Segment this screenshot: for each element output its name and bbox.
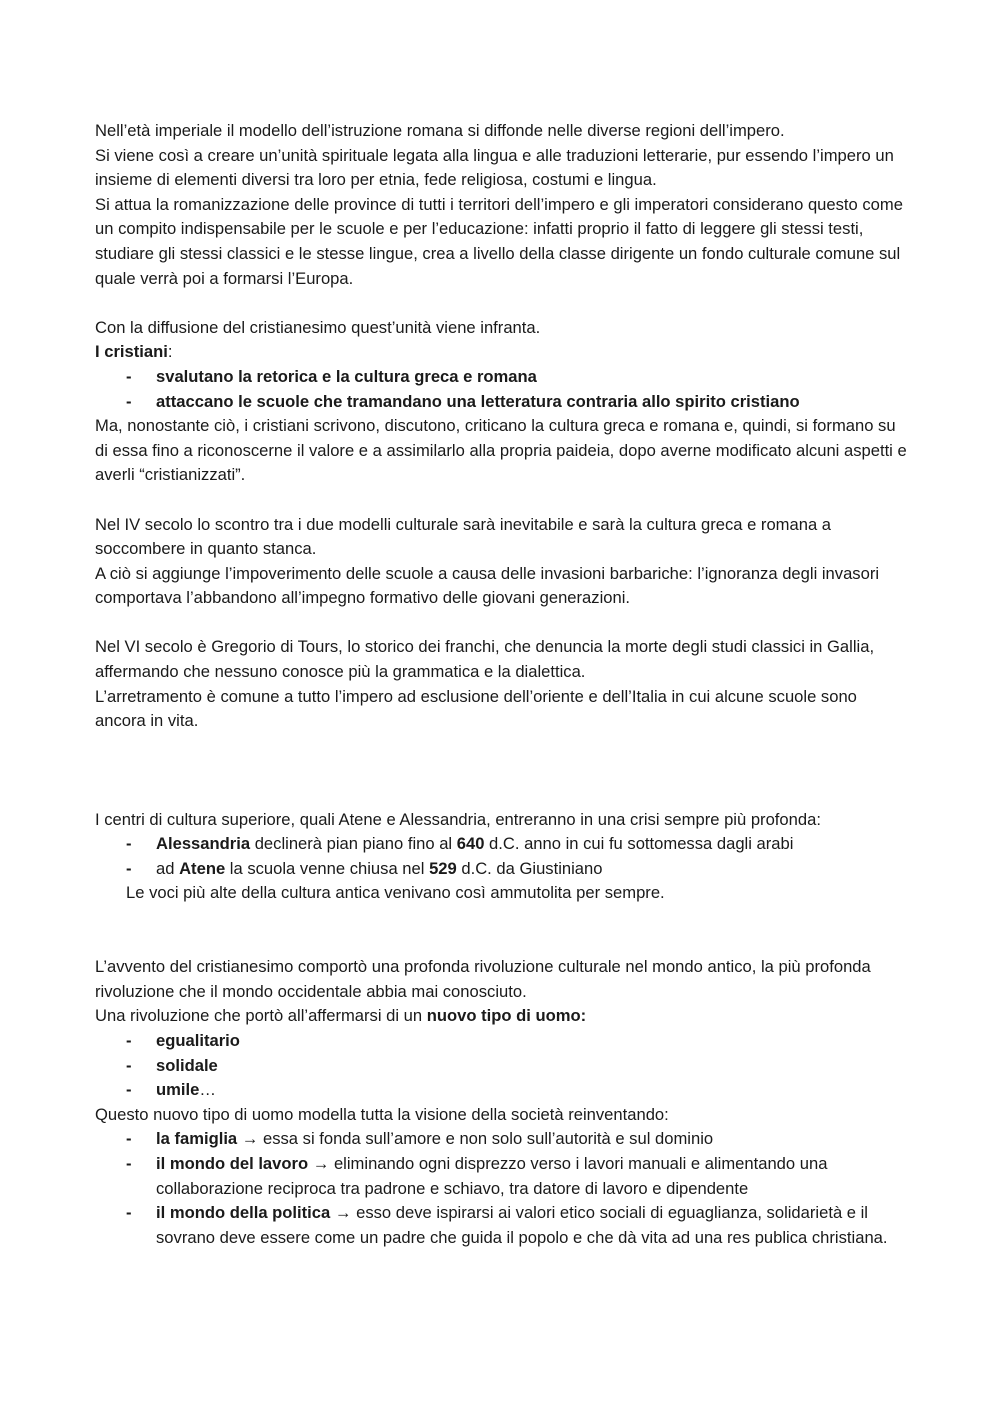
paragraph-spiritual-unity: Si viene così a creare un’unità spirituale legata alla lingua e alle traduzioni letterarie, pur essendo l’impero un insieme di elementi diversi tra loro per etnia, fede religiosa, costumi e lingua. <box>95 145 894 190</box>
paragraph-advent-christianity: L’avvento del cristianesimo comportò una profonda rivoluzione culturale nel mondo antico, la più profonda rivoluzione che il mondo occidentale abbia mai conosciuto. <box>95 957 871 1001</box>
bullet-dash: - <box>126 1080 132 1100</box>
bullet-dash: - <box>126 1129 132 1149</box>
bullet-dash: - <box>126 858 132 878</box>
bullet-dash: - <box>126 834 132 854</box>
list-item: - Alessandria declinerà pian piano fino al 640 d.C. anno in cui fu sottomessa dagli arabi <box>95 832 910 857</box>
paragraph-christianity-diffusion: Con la diffusione del cristianesimo quest’unità viene infranta. <box>95 317 541 337</box>
paragraph-cultural-centers: I centri di cultura superiore, quali Atene e Alessandria, entreranno in una crisi sempre più profonda: <box>95 809 821 829</box>
list-item: - egualitario <box>95 1029 910 1054</box>
list-item: - il mondo del lavoro → eliminando ogni disprezzo verso i lavori manuali e alimentando una collaborazione reciproca tra padrone e schiavo, tra datore di lavoro e dipendente <box>126 1153 828 1198</box>
bullet-dash: - <box>126 1153 132 1173</box>
paragraph-voices-silenced: Le voci più alte della cultura antica venivano così ammutolita per sempre. <box>126 883 665 903</box>
list-item: - il mondo della politica → esso deve ispirarsi ai valori etico sociali di eguaglianza, solidarietà e il sovrano deve essere come un padre che guida il popolo e che dà vita ad una res publica christiana. <box>126 1203 888 1247</box>
society-areas-list <box>95 1127 910 1250</box>
bullet-dash: - <box>126 1203 132 1223</box>
arrow-icon: → <box>330 1203 357 1223</box>
christians-heading: I cristiani: <box>95 342 173 362</box>
paragraph-christians-write: Ma, nonostante ciò, i cristiani scrivono, discutono, criticano la cultura greca e romana e, quindi, si formano su di essa fino a riconoscerne il valore e a assimilarlo alla propria paideia, dopo averne modificato alcuni aspetti e averli “cristianizzati”. <box>95 416 907 485</box>
bullet-dash: - <box>126 391 132 411</box>
list-item: - attaccano le scuole che tramandano una letteratura contraria allo spirito cristiano <box>95 390 910 415</box>
new-man-traits-list <box>95 1029 910 1103</box>
paragraph-romanization: Si attua la romanizzazione delle province di tutti i territori dell’impero e gli imperatori considerano questo come un compito indispensabile per le scuole e per l’educazione: infatti proprio il fatto di leggere gli stessi testi, studiare gli stessi classici e le stesse lingue, crea a livello della classe dirigente un fondo culturale comune sul quale verrà poi a formarsi l’Europa. <box>95 194 903 288</box>
bullet-dash: - <box>126 366 132 386</box>
christians-list <box>95 365 910 414</box>
paragraph-school-impoverishment: A ciò si aggiunge l’impoverimento delle scuole a causa delle invasioni barbariche: l’ignoranza degli invasori comportava l’abbandono all’impegno formativo delle giovani generazioni. <box>95 563 880 608</box>
paragraph-new-man: Una rivoluzione che portò all’affermarsi di un nuovo tipo di uomo: <box>95 1006 587 1026</box>
list-item: - ad Atene la scuola venne chiusa nel 529 d.C. da Giustiniano <box>95 857 910 882</box>
cultural-centers-list <box>95 832 910 881</box>
list-item: - la famiglia → essa si fonda sull’amore e non solo sull’autorità e sul dominio <box>95 1127 910 1152</box>
paragraph-sixth-century: Nel VI secolo è Gregorio di Tours, lo storico dei franchi, che denuncia la morte degli studi classici in Gallia, affermando che nessuno conosce più la grammatica e la dialettica. <box>95 637 875 682</box>
arrow-icon: → <box>237 1129 263 1149</box>
list-item: - solidale <box>95 1054 910 1079</box>
paragraph-society-vision: Questo nuovo tipo di uomo modella tutta la visione della società reinventando: <box>95 1104 669 1124</box>
document-body <box>95 119 910 1250</box>
bullet-dash: - <box>126 1055 132 1075</box>
paragraph-imperial-education: Nell’età imperiale il modello dell’istruzione romana si diffonde nelle diverse regioni dell’impero. <box>95 121 785 140</box>
bullet-dash: - <box>126 1030 132 1050</box>
paragraph-decline: L’arretramento è comune a tutto l’impero ad esclusione dell’oriente e dell’Italia in cui alcune scuole sono ancora in vita. <box>95 686 857 731</box>
list-item: - svalutano la retorica e la cultura greca e romana <box>95 365 910 390</box>
paragraph-fourth-century: Nel IV secolo lo scontro tra i due modelli culturale sarà inevitabile e sarà la cultura greca e romana a soccombere in quanto stanca. <box>95 514 832 559</box>
list-item: - umile… <box>95 1078 910 1103</box>
arrow-icon: → <box>308 1153 334 1173</box>
